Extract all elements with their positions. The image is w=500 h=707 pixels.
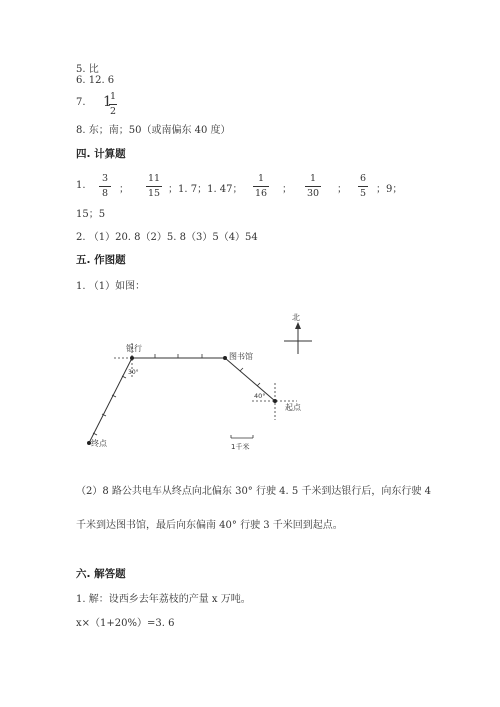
calc-row-1-label: 1. <box>76 180 86 191</box>
angle-40-label: 40° <box>254 392 266 400</box>
answer-8: 8. 东；南；50（或南偏东 40 度） <box>76 125 231 136</box>
start-point <box>273 399 277 403</box>
fraction-5 <box>358 173 368 200</box>
fraction-2 <box>146 173 162 200</box>
calc-row-1-middle: ；1. 7；1. 47； <box>168 184 243 195</box>
fraction-numerator: 1 <box>109 91 117 102</box>
fraction-denominator: 15 <box>147 188 161 199</box>
fraction-denominator: 16 <box>254 188 268 199</box>
bank-label: 银行 <box>126 344 142 353</box>
end-label: 终点 <box>91 439 107 448</box>
scale-label: 1千米 <box>231 443 250 451</box>
north-label: 北 <box>292 313 300 322</box>
calc-row-1-tail: ；9； <box>376 184 403 195</box>
section-4-heading: 四. 计算题 <box>76 148 126 160</box>
separator: ； <box>282 184 292 195</box>
answer-7-whole: 1 <box>103 94 112 110</box>
solution-answer-1: 1. 解：设西乡去年荔枝的产量 x 万吨。 <box>76 594 251 605</box>
fraction-bar <box>146 186 162 187</box>
answer-5: 5. 比 <box>76 64 99 75</box>
solution-equation: x×（1+20%）=3. 6 <box>76 618 175 629</box>
fraction-numerator: 6 <box>359 173 367 184</box>
route-description-line-2: 千米到达图书馆，最后向东偏南 40° 行驶 3 千米回到起点。 <box>76 520 343 531</box>
answer-6: 6. 12. 6 <box>76 75 115 86</box>
end-point <box>87 441 91 445</box>
fraction-denominator: 30 <box>306 188 320 199</box>
fraction-bar <box>109 104 117 105</box>
answer-7-fraction <box>109 91 117 118</box>
fraction-numerator: 3 <box>101 173 109 184</box>
fraction-numerator: 1 <box>257 173 265 184</box>
answer-7-label: 7. <box>76 97 86 108</box>
calc-row-2: 15；5 <box>76 209 106 220</box>
separator: ； <box>119 184 129 195</box>
fraction-4 <box>305 173 321 200</box>
angle-30-label: 30° <box>128 369 139 376</box>
library-label: 图书馆 <box>229 352 253 361</box>
fraction-1 <box>99 173 111 200</box>
drawing-answer-1: 1. （1）如图： <box>76 281 146 292</box>
library-point <box>223 356 227 360</box>
fraction-denominator: 5 <box>359 188 367 199</box>
section-6-heading: 六. 解答题 <box>76 568 126 580</box>
fraction-bar <box>253 186 269 187</box>
fraction-bar <box>99 186 111 187</box>
fraction-bar <box>305 186 321 187</box>
route-description-line-1: （2）8 路公共电车从终点向北偏东 30° 行驶 4. 5 千米到达银行后，向东行驶 4 <box>76 486 431 497</box>
route-end-to-bank <box>89 358 132 443</box>
calc-answer-2: 2. （1）20. 8（2）5. 8（3）5（4）54 <box>76 232 258 243</box>
route-library-to-start <box>225 358 275 401</box>
separator: ； <box>337 184 347 195</box>
scale-bar <box>231 435 253 438</box>
fraction-3 <box>253 173 269 200</box>
north-compass-icon <box>284 322 312 354</box>
fraction-denominator: 2 <box>109 106 117 117</box>
fraction-numerator: 1 <box>309 173 317 184</box>
fraction-bar <box>358 186 368 187</box>
fraction-denominator: 8 <box>101 188 109 199</box>
bank-point <box>130 356 134 360</box>
start-label: 起点 <box>285 403 301 412</box>
section-5-heading: 五. 作图题 <box>76 254 126 266</box>
fraction-numerator: 11 <box>147 173 161 184</box>
